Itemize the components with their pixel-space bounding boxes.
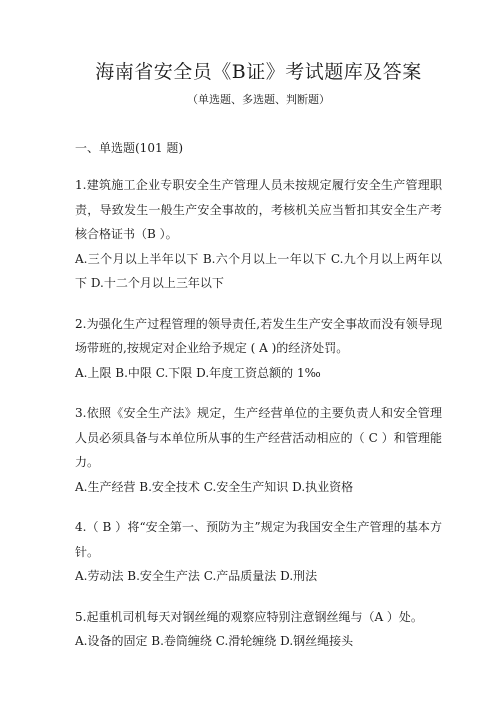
question-item <box>75 401 442 499</box>
question-options: A.上限 B.中限 C.下限 D.年度工资总额的 1‰ <box>75 365 321 380</box>
question-options: A.设备的固定 B.卷筒缠绕 C.滑轮缠绕 D.钢丝绳接头 <box>75 634 354 648</box>
question-item <box>75 312 442 386</box>
question-options: A.生产经营 B.安全技术 C.安全生产知识 D.执业资格 <box>75 479 354 494</box>
question-options: A.劳动法 B.安全生产法 C.产品质量法 D.刑法 <box>75 569 318 583</box>
question-text: 2.为强化生产过程管理的领导责任,若发生生产安全事故而没有领导现场带班的,按规定对企业给予规定 ( A )的经济处罚。 <box>75 316 442 355</box>
question-text: 3.依照《安全生产法》规定，生产经营单位的主要负责人和安全管理人员必须具备与本单位所从事的生产经营活动相应的（ C ）和管理能力。 <box>75 406 442 469</box>
section-heading: 一、单选题(101 题) <box>75 141 184 155</box>
document-subtitle: （单选题、多选题、判断题） <box>187 93 330 106</box>
question-text: 1.建筑施工企业专职安全生产管理人员未按规定履行安全生产管理职责，导致发生一般生产安全事故的，考核机关应当暂扣其安全生产考核合格证书（B ）。 <box>75 178 442 241</box>
question-item <box>75 605 442 654</box>
question-options: A.三个月以上半年以下 B.六个月以上一年以下 C.九个月以上两年以下 D.十二个月以上三年以下 <box>75 251 442 290</box>
document-title: 海南省安全员《B证》考试题库及答案 <box>95 61 422 83</box>
question-text: 4.（ B ）将“安全第一、预防为主”规定为我国安全生产管理的基本方针。 <box>75 520 442 559</box>
question-item <box>75 173 442 296</box>
question-text: 5.起重机司机每天对钢丝绳的观察应特别注意钢丝绳与（A ）处。 <box>75 609 423 624</box>
question-item <box>75 515 442 589</box>
